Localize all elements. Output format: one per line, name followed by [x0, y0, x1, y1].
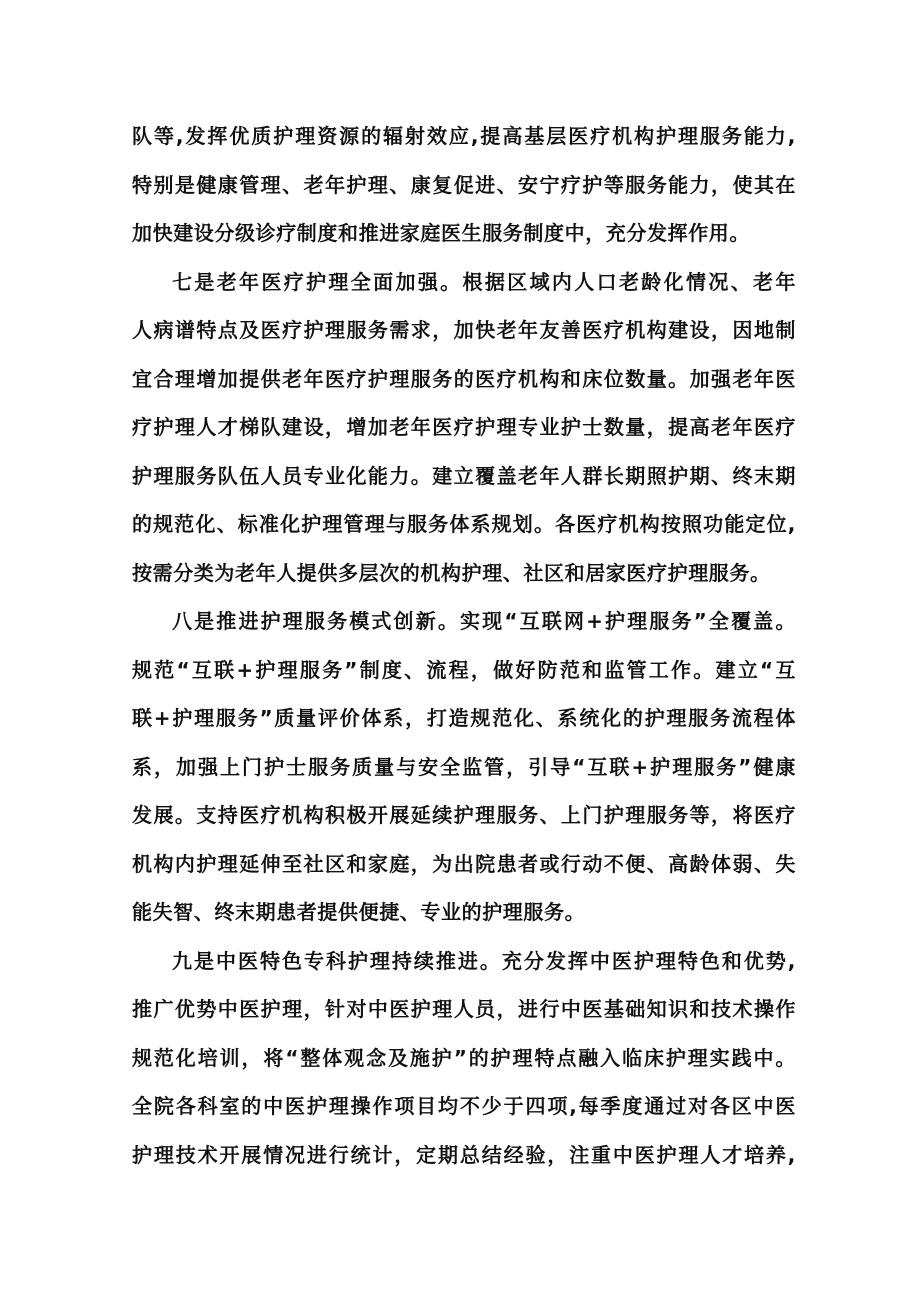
text-line: 规范化培训，将“整体观念及施护”的护理特点融入临床护理实践中。: [132, 1045, 796, 1070]
text-line: 联+护理服务”质量评价体系，打造规范化、系统化的护理服务流程体: [132, 706, 796, 730]
paragraph-9-start: 九是中医特色专科护理持续推进。充分发挥中医护理特色和优势,: [172, 948, 796, 973]
text-line: 护理技术开展情况进行统计，定期总结经验，注重中医护理人才培养,: [132, 1142, 796, 1167]
text-line: 系，加强上门护士服务质量与安全监管，引导“互联+护理服务”健康: [132, 754, 796, 779]
text-line: 发展。支持医疗机构积极开展延续护理服务、上门护理服务等，将医疗: [132, 803, 796, 827]
text-line: 特别是健康管理、老年护理、康复促进、安宁疗护等服务能力，使其在: [132, 172, 796, 197]
text-line: 人病谱特点及医疗护理服务需求，加快老年友善医疗机构建设，因地制: [132, 318, 796, 342]
text-line: 规范“互联+护理服务”制度、流程，做好防范和监管工作。建立“互: [132, 657, 796, 682]
paragraph-7-start: 七是老年医疗护理全面加强。根据区域内人口老龄化情况、老年: [172, 269, 796, 294]
body-text: [132, 112, 796, 1179]
paragraph-8-start: 八是推进护理服务模式创新。实现“互联网+护理服务”全覆盖。: [172, 609, 796, 633]
text-line: 全院各科室的中医护理操作项目均不少于四项,每季度通过对各区中医: [132, 1094, 796, 1118]
text-line: 护理服务队伍人员专业化能力。建立覆盖老年人群长期照护期、终末期: [132, 463, 796, 488]
text-line: 能失智、终末期患者提供便捷、专业的护理服务。: [132, 900, 586, 924]
text-line: 加快建设分级诊疗制度和推进家庭医生服务制度中，充分发挥作用。: [132, 221, 750, 245]
text-line: 按需分类为老年人提供多层次的机构护理、社区和居家医疗护理服务。: [132, 560, 771, 585]
text-line: 宜合理增加提供老年医疗护理服务的医疗机构和床位数量。加强老年医: [132, 366, 796, 391]
text-line: 机构内护理延伸至社区和家庭，为出院患者或行动不便、高龄体弱、失: [132, 851, 796, 876]
text-line: 疗护理人才梯队建设，增加老年医疗护理专业护士数量，提高老年医疗: [132, 415, 796, 439]
text-line: 推广优势中医护理，针对中医护理人员，进行中医基础知识和技术操作: [132, 997, 796, 1021]
text-line: 的规范化、标准化护理管理与服务体系规划。各医疗机构按照功能定位,: [132, 512, 796, 536]
text-line: 队等,发挥优质护理资源的辐射效应,提高基层医疗机构护理服务能力,: [132, 124, 796, 148]
